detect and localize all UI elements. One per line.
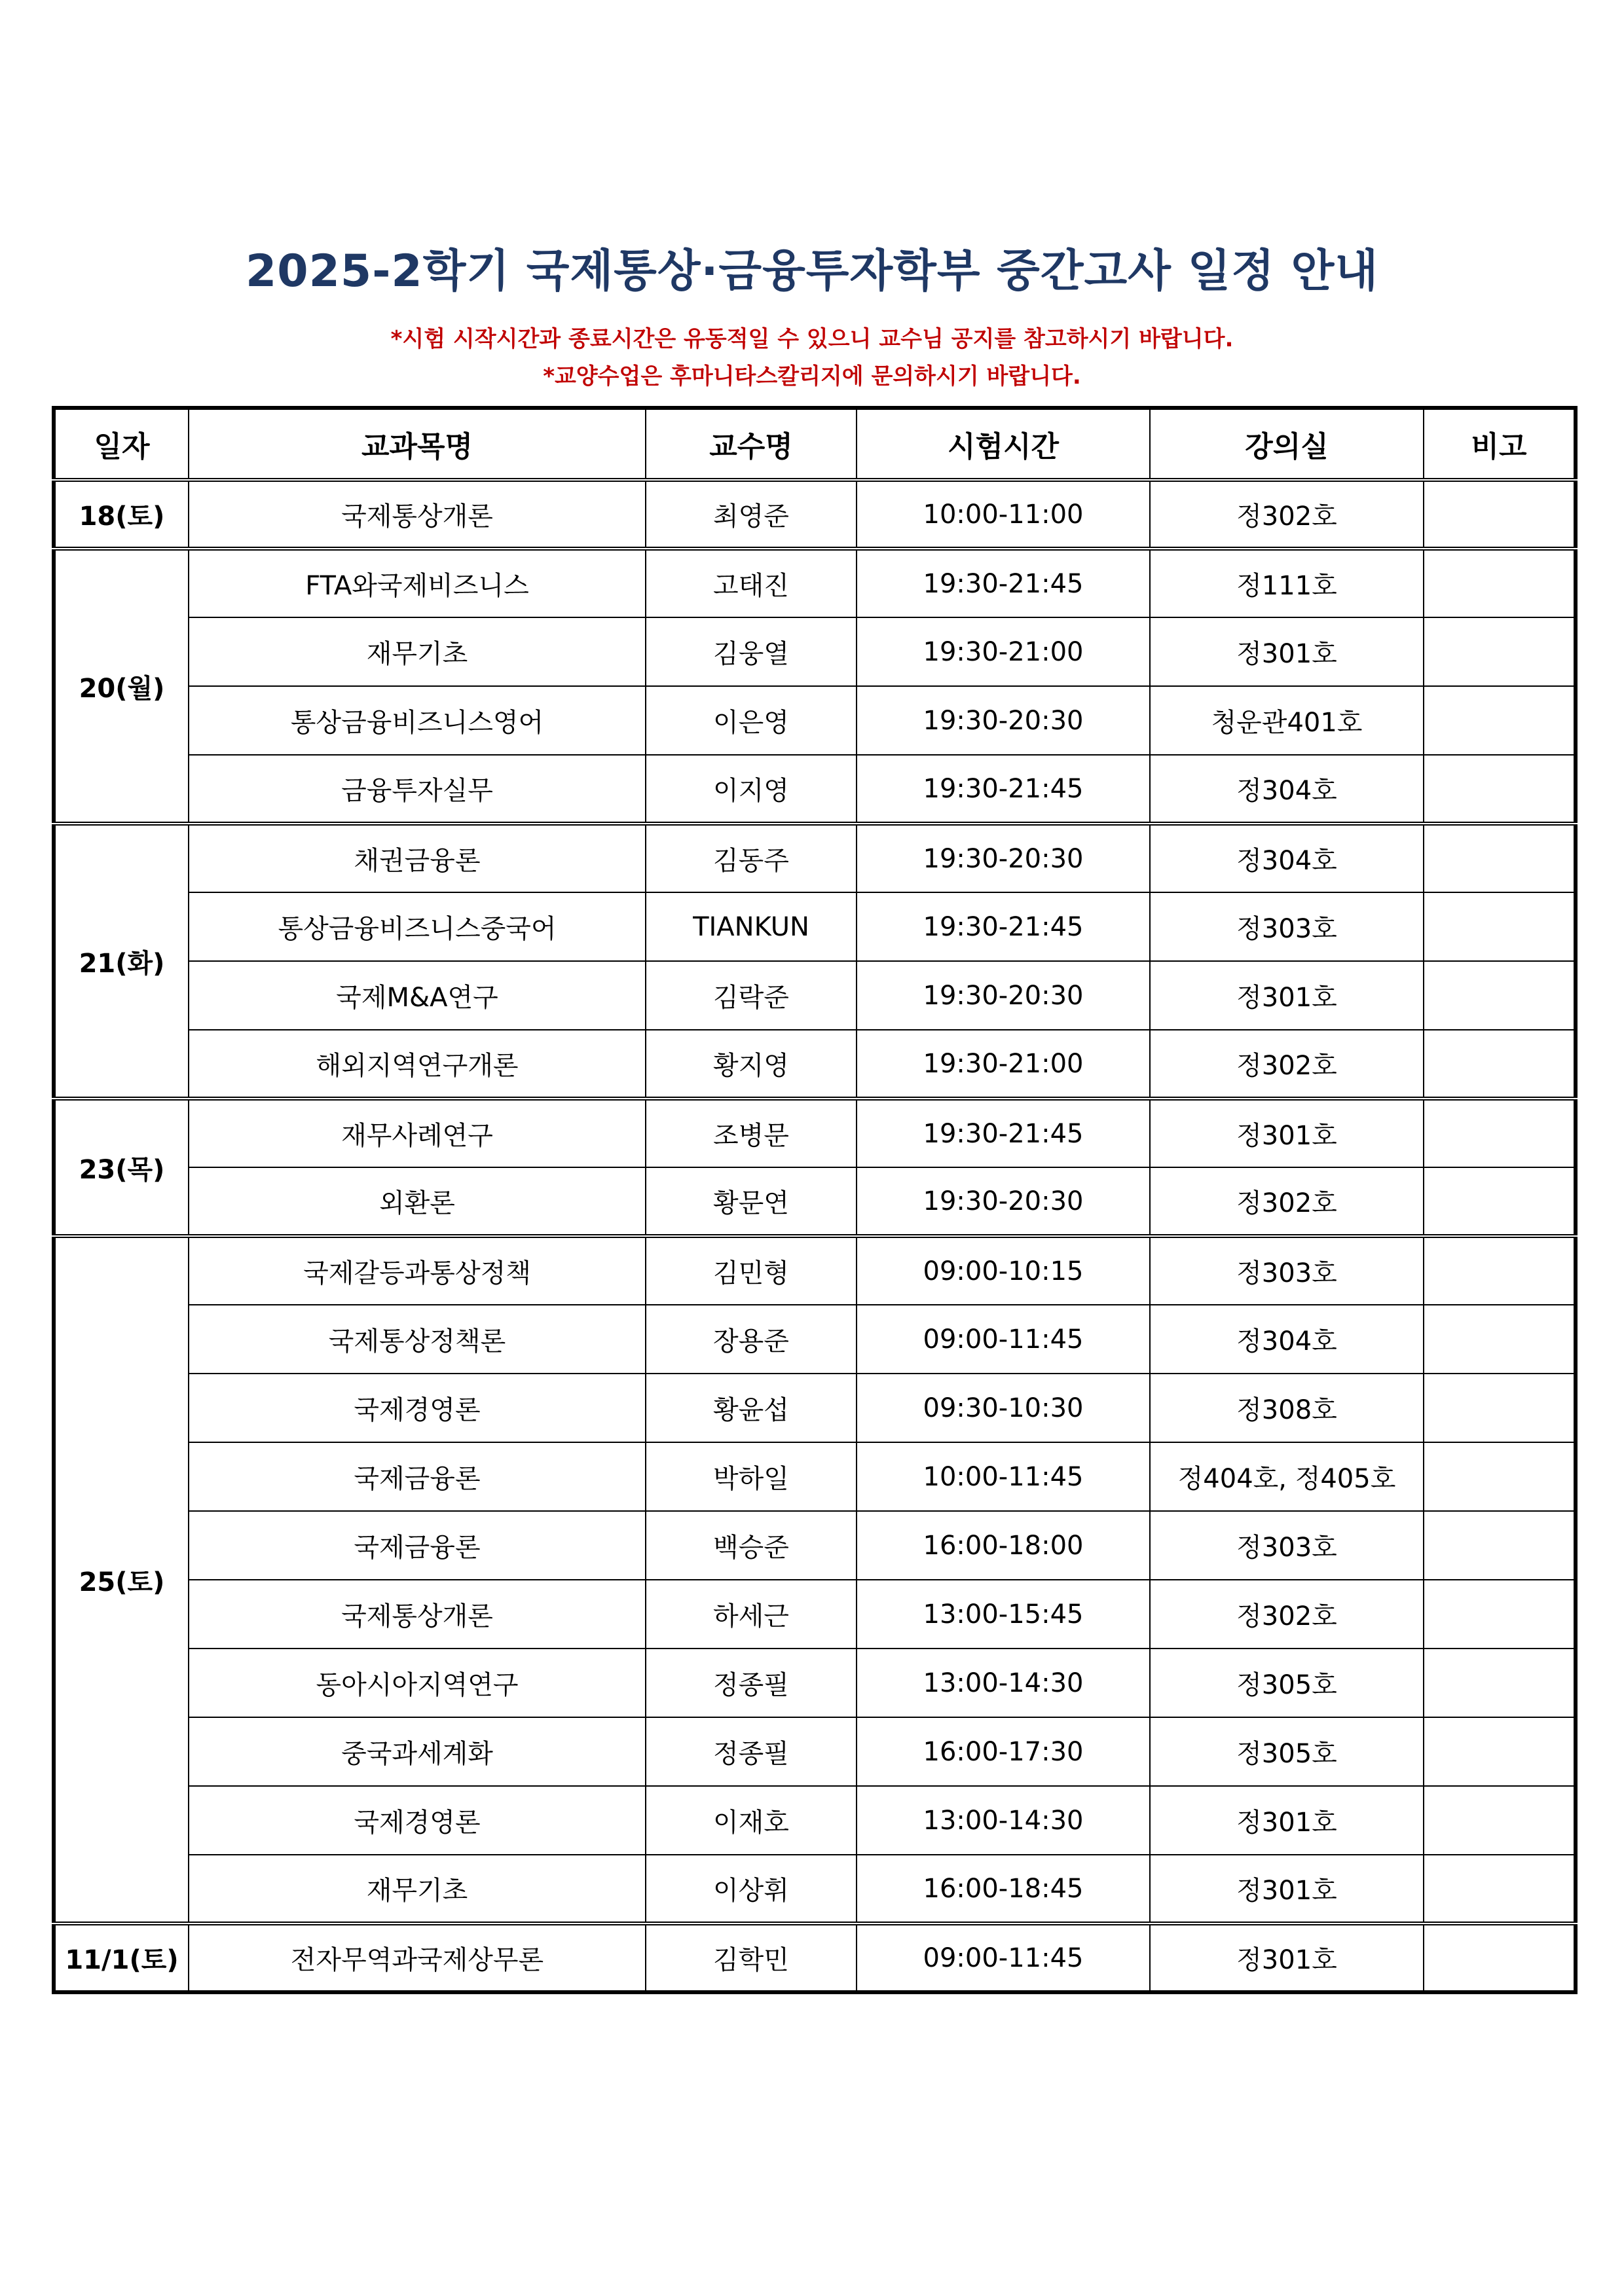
cell-prof: 정종필 <box>646 1649 857 1717</box>
cell-room: 정404호, 정405호 <box>1150 1442 1424 1511</box>
cell-room: 정305호 <box>1150 1717 1424 1786</box>
cell-course: 중국과세계화 <box>189 1717 646 1786</box>
cell-note <box>1424 1099 1576 1167</box>
cell-note <box>1424 1580 1576 1649</box>
cell-note <box>1424 617 1576 686</box>
cell-prof: 고태진 <box>646 549 857 617</box>
cell-prof: 장용준 <box>646 1305 857 1374</box>
cell-note <box>1424 1442 1576 1511</box>
cell-room: 정301호 <box>1150 1099 1424 1167</box>
cell-date: 21(화) <box>54 824 189 1099</box>
cell-prof: 이은영 <box>646 686 857 755</box>
cell-time: 19:30-20:30 <box>857 824 1150 892</box>
cell-room: 정301호 <box>1150 961 1424 1030</box>
cell-time: 19:30-20:30 <box>857 961 1150 1030</box>
cell-course: 국제M&A연구 <box>189 961 646 1030</box>
cell-room: 정301호 <box>1150 617 1424 686</box>
cell-course: 해외지역연구개론 <box>189 1030 646 1099</box>
cell-date: 20(월) <box>54 549 189 824</box>
cell-course: 채권금융론 <box>189 824 646 892</box>
cell-prof: 백승준 <box>646 1511 857 1580</box>
cell-course: 국제금융론 <box>189 1511 646 1580</box>
table-row <box>54 1167 1576 1236</box>
cell-course: 전자무역과국제상무론 <box>189 1923 646 1992</box>
header-course: 교과목명 <box>189 408 646 480</box>
cell-prof: 황지영 <box>646 1030 857 1099</box>
cell-note <box>1424 480 1576 549</box>
table-row <box>54 755 1576 824</box>
cell-room: 정302호 <box>1150 1167 1424 1236</box>
cell-time: 16:00-18:00 <box>857 1511 1150 1580</box>
cell-course: 국제경영론 <box>189 1786 646 1855</box>
exam-schedule-table <box>52 406 1578 1994</box>
cell-time: 13:00-14:30 <box>857 1649 1150 1717</box>
cell-room: 정303호 <box>1150 892 1424 961</box>
table-row <box>54 1442 1576 1511</box>
header-date: 일자 <box>54 408 189 480</box>
cell-room: 정301호 <box>1150 1855 1424 1923</box>
cell-note <box>1424 1030 1576 1099</box>
cell-note <box>1424 1511 1576 1580</box>
cell-prof: 김락준 <box>646 961 857 1030</box>
cell-time: 19:30-21:45 <box>857 549 1150 617</box>
cell-prof: 최영준 <box>646 480 857 549</box>
notice-liberal-arts: *교양수업은 후마니타스칼리지에 문의하시기 바랍니다. <box>543 363 1081 390</box>
cell-room: 정303호 <box>1150 1511 1424 1580</box>
cell-prof: 김학민 <box>646 1923 857 1992</box>
cell-prof: 김웅열 <box>646 617 857 686</box>
table-row <box>54 892 1576 961</box>
header-room: 강의실 <box>1150 408 1424 480</box>
cell-time: 19:30-20:30 <box>857 1167 1150 1236</box>
cell-course: 국제경영론 <box>189 1374 646 1442</box>
cell-course: 국제금융론 <box>189 1442 646 1511</box>
cell-prof: 이재호 <box>646 1786 857 1855</box>
cell-prof: 이지영 <box>646 755 857 824</box>
cell-time: 19:30-21:45 <box>857 755 1150 824</box>
page-title: 2025-2학기 국제통상·금융투자학부 중간고사 일정 안내 <box>245 246 1379 297</box>
cell-date: 11/1(토) <box>54 1923 189 1992</box>
table-row <box>54 1923 1576 1992</box>
cell-course: 국제통상개론 <box>189 480 646 549</box>
table-row <box>54 1649 1576 1717</box>
cell-time: 09:00-11:45 <box>857 1923 1150 1992</box>
cell-note <box>1424 824 1576 892</box>
table-row <box>54 549 1576 617</box>
cell-prof: TIANKUN <box>646 892 857 961</box>
cell-note <box>1424 892 1576 961</box>
cell-note <box>1424 686 1576 755</box>
table-row <box>54 1305 1576 1374</box>
table-row <box>54 1374 1576 1442</box>
table-row <box>54 1717 1576 1786</box>
cell-time: 09:30-10:30 <box>857 1374 1150 1442</box>
cell-time: 13:00-15:45 <box>857 1580 1150 1649</box>
cell-time: 19:30-21:00 <box>857 1030 1150 1099</box>
table-body <box>54 480 1576 1992</box>
cell-room: 정305호 <box>1150 1649 1424 1717</box>
cell-prof: 이상휘 <box>646 1855 857 1923</box>
cell-room: 정304호 <box>1150 1305 1424 1374</box>
cell-prof: 정종필 <box>646 1717 857 1786</box>
cell-date: 23(목) <box>54 1099 189 1236</box>
cell-date: 25(토) <box>54 1236 189 1923</box>
cell-room: 정301호 <box>1150 1923 1424 1992</box>
cell-room: 정308호 <box>1150 1374 1424 1442</box>
cell-time: 09:00-10:15 <box>857 1236 1150 1305</box>
cell-course: FTA와국제비즈니스 <box>189 549 646 617</box>
cell-room: 정304호 <box>1150 755 1424 824</box>
cell-course: 금융투자실무 <box>189 755 646 824</box>
cell-time: 19:30-20:30 <box>857 686 1150 755</box>
cell-prof: 하세근 <box>646 1580 857 1649</box>
cell-prof: 황문연 <box>646 1167 857 1236</box>
cell-time: 19:30-21:00 <box>857 617 1150 686</box>
cell-course: 재무기초 <box>189 617 646 686</box>
cell-note <box>1424 755 1576 824</box>
cell-time: 19:30-21:45 <box>857 1099 1150 1167</box>
cell-course: 통상금융비즈니스영어 <box>189 686 646 755</box>
cell-course: 재무사례연구 <box>189 1099 646 1167</box>
table-row <box>54 1511 1576 1580</box>
cell-note <box>1424 1855 1576 1923</box>
cell-note <box>1424 1167 1576 1236</box>
cell-room: 청운관401호 <box>1150 686 1424 755</box>
cell-date: 18(토) <box>54 480 189 549</box>
cell-note <box>1424 1305 1576 1374</box>
header-remarks: 비고 <box>1424 408 1576 480</box>
table-row <box>54 686 1576 755</box>
cell-prof: 김민형 <box>646 1236 857 1305</box>
cell-course: 동아시아지역연구 <box>189 1649 646 1717</box>
cell-note <box>1424 1717 1576 1786</box>
header-exam-time: 시험시간 <box>857 408 1150 480</box>
cell-course: 국제통상개론 <box>189 1580 646 1649</box>
cell-course: 재무기초 <box>189 1855 646 1923</box>
cell-course: 외환론 <box>189 1167 646 1236</box>
cell-note <box>1424 1923 1576 1992</box>
cell-note <box>1424 961 1576 1030</box>
cell-note <box>1424 1786 1576 1855</box>
cell-prof: 박하일 <box>646 1442 857 1511</box>
table-header-row <box>54 408 1576 480</box>
cell-prof: 김동주 <box>646 824 857 892</box>
table-row <box>54 1855 1576 1923</box>
cell-course: 국제통상정책론 <box>189 1305 646 1374</box>
notice-time: *시험 시작시간과 종료시간은 유동적일 수 있으니 교수님 공지를 참고하시기 바랍니다. <box>390 326 1234 352</box>
cell-room: 정302호 <box>1150 480 1424 549</box>
table-row <box>54 824 1576 892</box>
cell-note <box>1424 1649 1576 1717</box>
table-row <box>54 617 1576 686</box>
table-row <box>54 1236 1576 1305</box>
cell-course: 국제갈등과통상정책 <box>189 1236 646 1305</box>
cell-note <box>1424 1236 1576 1305</box>
cell-room: 정302호 <box>1150 1030 1424 1099</box>
cell-room: 정301호 <box>1150 1786 1424 1855</box>
cell-prof: 조병문 <box>646 1099 857 1167</box>
cell-room: 정111호 <box>1150 549 1424 617</box>
table-row <box>54 480 1576 549</box>
cell-time: 09:00-11:45 <box>857 1305 1150 1374</box>
cell-room: 정303호 <box>1150 1236 1424 1305</box>
cell-course: 통상금융비즈니스중국어 <box>189 892 646 961</box>
table-row <box>54 1099 1576 1167</box>
cell-note <box>1424 1374 1576 1442</box>
table-row <box>54 1030 1576 1099</box>
cell-time: 16:00-18:45 <box>857 1855 1150 1923</box>
cell-time: 10:00-11:00 <box>857 480 1150 549</box>
cell-room: 정302호 <box>1150 1580 1424 1649</box>
cell-time: 19:30-21:45 <box>857 892 1150 961</box>
table-row <box>54 1786 1576 1855</box>
cell-time: 13:00-14:30 <box>857 1786 1150 1855</box>
cell-time: 10:00-11:45 <box>857 1442 1150 1511</box>
table-row <box>54 1580 1576 1649</box>
table-row <box>54 961 1576 1030</box>
cell-room: 정304호 <box>1150 824 1424 892</box>
cell-note <box>1424 549 1576 617</box>
cell-prof: 황윤섭 <box>646 1374 857 1442</box>
header-professor: 교수명 <box>646 408 857 480</box>
cell-time: 16:00-17:30 <box>857 1717 1150 1786</box>
